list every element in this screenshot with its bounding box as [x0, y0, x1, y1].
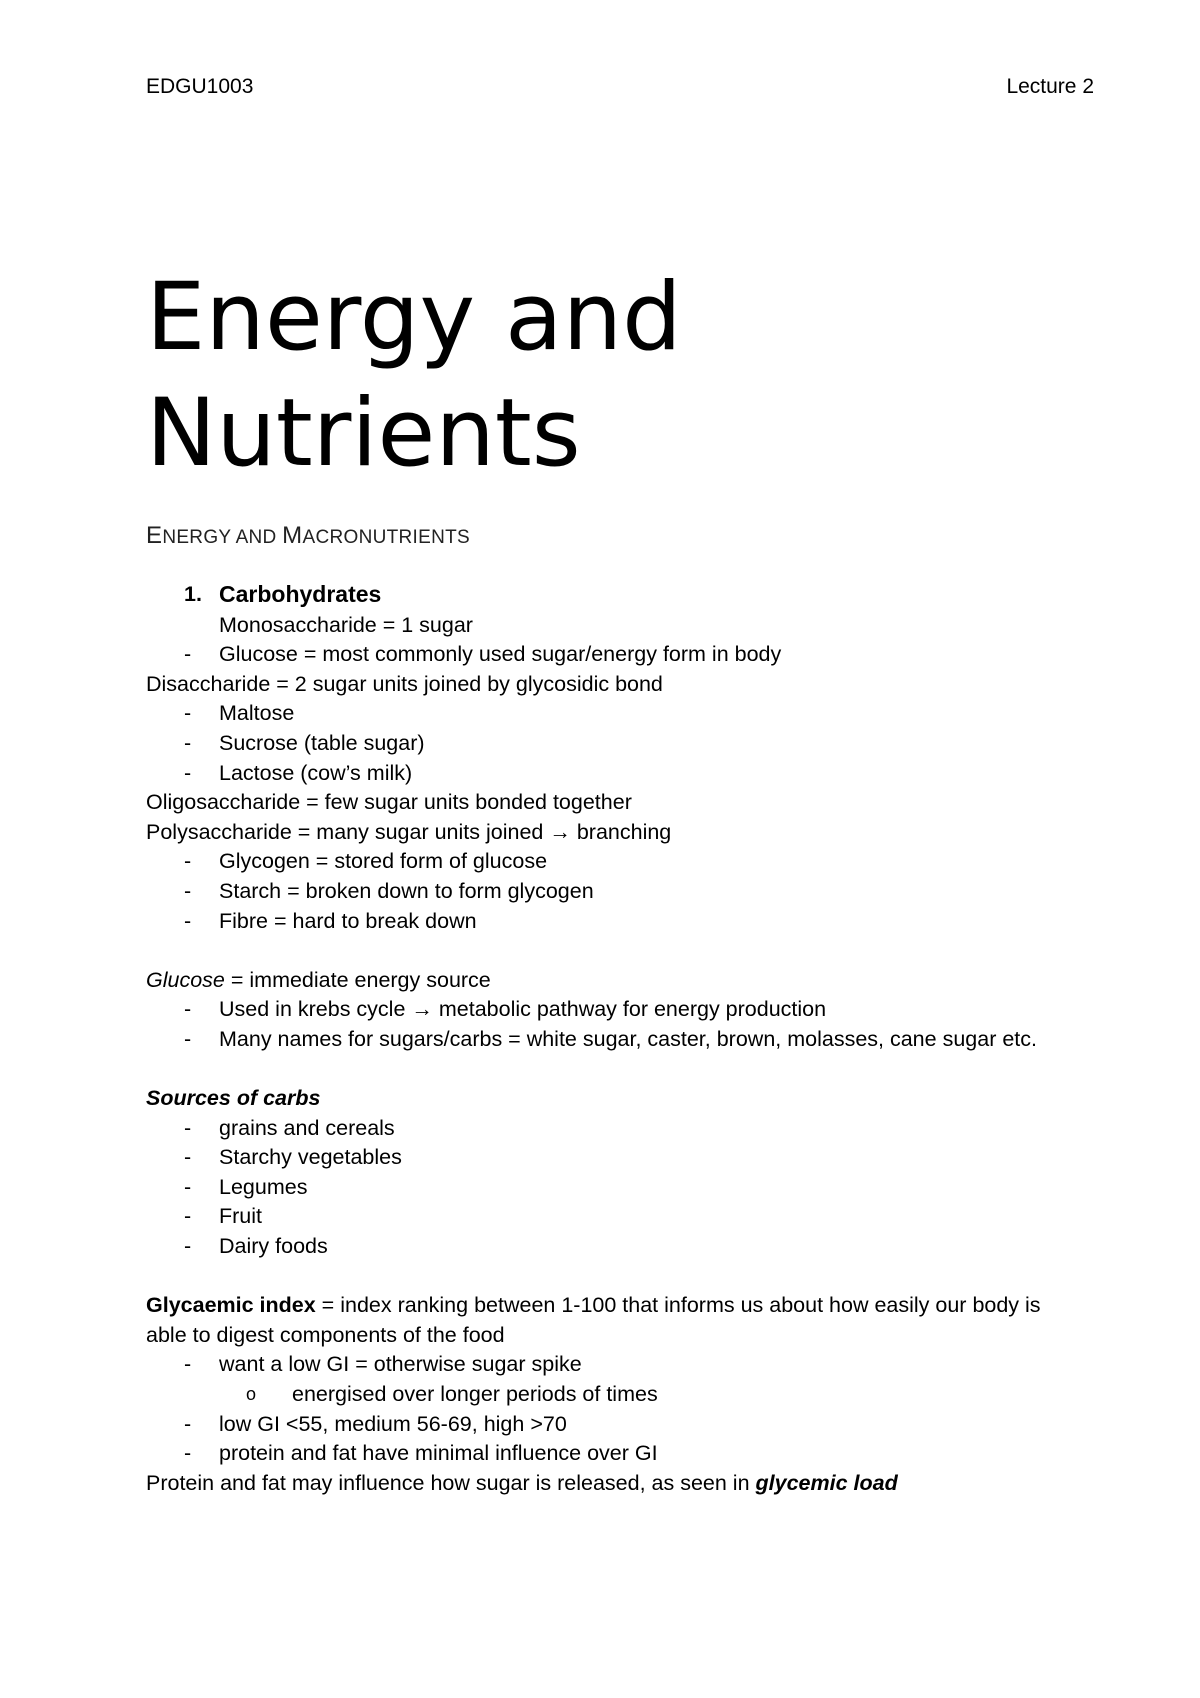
list-item: - low GI <55, medium 56-69, high >70: [184, 1411, 567, 1436]
title-line-1: Energy and: [146, 263, 682, 372]
notes-body: [146, 580, 1086, 1498]
monosaccharide-line: Monosaccharide = 1 sugar: [219, 612, 473, 637]
list-item: - Starch = broken down to form glycogen: [184, 878, 594, 903]
list-item: - Many names for sugars/carbs = white sugar, caster, brown, molasses, cane sugar etc.: [184, 1026, 1037, 1051]
polysaccharide-line: Polysaccharide = many sugar units joined → branching: [146, 819, 672, 844]
list-number: 1.: [184, 582, 202, 606]
list-item: - grains and cereals: [184, 1115, 395, 1140]
list-item: - Maltose: [184, 701, 295, 726]
list-item: - Glycogen = stored form of glucose: [184, 849, 548, 874]
sources-heading: Sources of carbs: [146, 1086, 321, 1111]
header-lecture-number: Lecture 2: [1006, 75, 1094, 98]
list-item: - Fruit: [184, 1204, 262, 1229]
glycemic-load-line: Protein and fat may influence how sugar is released, as seen in glycemic load: [146, 1470, 898, 1495]
list-item: - Lactose (cow’s milk): [184, 760, 413, 785]
page-title: [146, 260, 682, 492]
list-item: - want a low GI = otherwise sugar spike: [184, 1352, 582, 1377]
header-course-code: EDGU1003: [146, 75, 254, 98]
glycaemic-index-definition: Glycaemic index = index ranking between 1-100 that informs us about how easily our body is able to digest components of the food: [146, 1293, 1041, 1347]
arrow-icon: →: [549, 819, 571, 844]
section-subtitle: ENERGY AND MACRONUTRIENTS: [146, 522, 470, 549]
list-item: - Dairy foods: [184, 1234, 328, 1259]
list-item: - Used in krebs cycle → metabolic pathway for energy production: [184, 997, 827, 1022]
list-item: - protein and fat have minimal influence over GI: [184, 1441, 658, 1466]
list-item: - Starchy vegetables: [184, 1145, 402, 1170]
arrow-icon: →: [411, 997, 433, 1022]
title-line-2: Nutrients: [146, 379, 581, 488]
list-item: - Glucose = most commonly used sugar/energy form in body: [184, 642, 782, 667]
disaccharide-line: Disaccharide = 2 sugar units joined by glycosidic bond: [146, 671, 663, 696]
oligosaccharide-line: Oligosaccharide = few sugar units bonded together: [146, 790, 632, 815]
sub-list-item: o energised over longer periods of times: [246, 1382, 658, 1407]
list-item: - Fibre = hard to break down: [184, 908, 477, 933]
carbohydrates-heading: 1. Carbohydrates: [146, 580, 1086, 611]
list-item: - Sucrose (table sugar): [184, 730, 425, 755]
list-item: - Legumes: [184, 1174, 308, 1199]
glucose-definition: Glucose = immediate energy source: [146, 967, 491, 992]
